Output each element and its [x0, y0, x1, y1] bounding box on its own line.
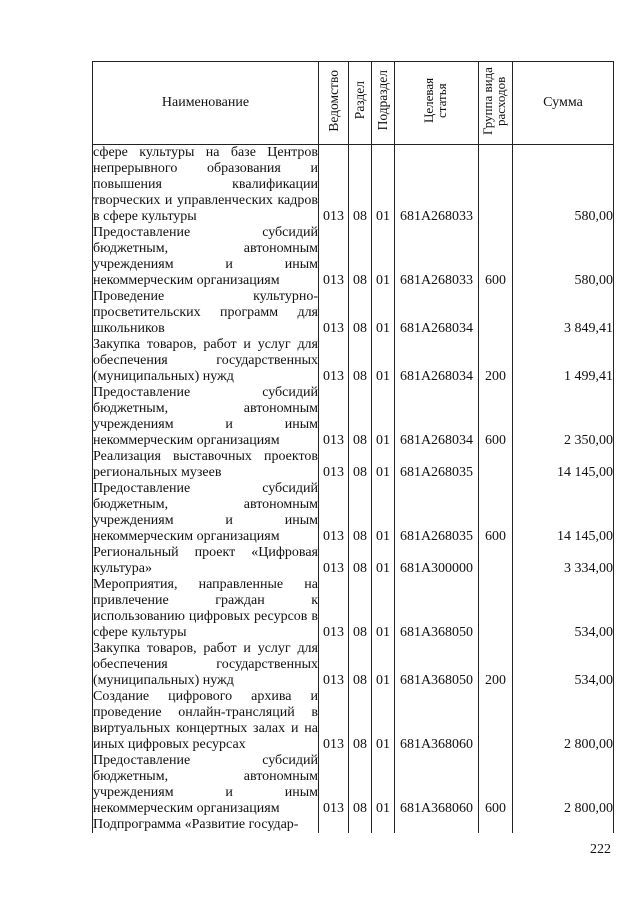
row-subsection: 01	[372, 337, 395, 385]
row-sum: 14 145,00	[513, 481, 614, 545]
header-subsection: Подраздел	[372, 62, 395, 145]
table-row	[93, 481, 614, 545]
row-target: 681A268033	[395, 225, 479, 289]
row-sum: 3 334,00	[513, 545, 614, 577]
row-subsection: 01	[372, 449, 395, 481]
row-section: 08	[349, 689, 372, 753]
row-sum: 2 350,00	[513, 385, 614, 449]
row-subsection: 01	[372, 689, 395, 753]
table-row	[93, 289, 614, 337]
row-expense-group: 200	[479, 337, 513, 385]
row-section: 08	[349, 385, 372, 449]
table-row	[93, 689, 614, 753]
row-ministry: 013	[319, 641, 349, 689]
row-expense-group	[479, 689, 513, 753]
header-target: Целевая статья	[395, 62, 479, 145]
header-sum: Сумма	[513, 62, 614, 145]
row-name: Предоставление субсидий бюджетным, автономным учреждениям и иным некоммерческим организациям	[93, 225, 318, 288]
row-target: 681A268035	[395, 481, 479, 545]
table-row	[93, 337, 614, 385]
row-ministry: 013	[319, 385, 349, 449]
row-section	[349, 817, 372, 833]
row-target: 681A368060	[395, 753, 479, 817]
row-expense-group	[479, 545, 513, 577]
row-target: 681A268033	[395, 145, 479, 226]
table-row	[93, 449, 614, 481]
row-expense-group	[479, 289, 513, 337]
row-section: 08	[349, 481, 372, 545]
row-name: сфере культуры на базе Центров непрерывного образования и повышения квалификации творческих и управленческих кадров в сфере культуры	[93, 145, 318, 224]
header-section: Раздел	[349, 62, 372, 145]
row-name: Мероприятия, направленные на привлечение граждан к использованию цифровых ресурсов в сфере культуры	[93, 577, 318, 640]
row-sum: 1 499,41	[513, 337, 614, 385]
budget-table	[92, 61, 614, 833]
row-sum	[513, 817, 614, 833]
row-expense-group: 600	[479, 225, 513, 289]
table-row	[93, 641, 614, 689]
row-subsection: 01	[372, 545, 395, 577]
table-header-row	[93, 62, 614, 145]
table-row	[93, 225, 614, 289]
row-name: Создание цифрового архива и проведение онлайн-трансляций в виртуальных концертных залах и на иных цифровых ресурсах	[93, 689, 318, 752]
row-subsection: 01	[372, 225, 395, 289]
row-name: Закупка товаров, работ и услуг для обеспечения государственных (муниципальных) нужд	[93, 641, 318, 688]
row-sum: 534,00	[513, 577, 614, 641]
row-target: 681A368060	[395, 689, 479, 753]
row-expense-group: 600	[479, 481, 513, 545]
row-ministry: 013	[319, 449, 349, 481]
row-subsection: 01	[372, 289, 395, 337]
row-section: 08	[349, 289, 372, 337]
row-section: 08	[349, 753, 372, 817]
row-target: 681A268034	[395, 337, 479, 385]
header-name: Наименование	[93, 62, 319, 145]
row-expense-group: 200	[479, 641, 513, 689]
table-row	[93, 577, 614, 641]
row-ministry: 013	[319, 145, 349, 226]
header-ministry: Ведомство	[319, 62, 349, 145]
row-section: 08	[349, 225, 372, 289]
row-expense-group	[479, 817, 513, 833]
row-ministry: 013	[319, 337, 349, 385]
row-sum: 2 800,00	[513, 753, 614, 817]
row-target: 681A368050	[395, 641, 479, 689]
row-name: Закупка товаров, работ и услуг для обеспечения государственных (муниципальных) нужд	[93, 337, 318, 384]
row-target: 681A268034	[395, 385, 479, 449]
row-sum: 14 145,00	[513, 449, 614, 481]
row-expense-group: 600	[479, 385, 513, 449]
row-sum: 580,00	[513, 145, 614, 226]
row-name: Предоставление субсидий бюджетным, автономным учреждениям и иным некоммерческим организациям	[93, 385, 318, 448]
row-expense-group: 600	[479, 753, 513, 817]
row-sum: 2 800,00	[513, 689, 614, 753]
row-ministry: 013	[319, 577, 349, 641]
row-name: Предоставление субсидий бюджетным, автономным учреждениям и иным некоммерческим организациям	[93, 753, 318, 816]
row-expense-group	[479, 577, 513, 641]
row-ministry	[319, 817, 349, 833]
row-target: 681A268035	[395, 449, 479, 481]
table-row	[93, 545, 614, 577]
row-target: 681A300000	[395, 545, 479, 577]
row-section: 08	[349, 577, 372, 641]
row-sum: 534,00	[513, 641, 614, 689]
row-ministry: 013	[319, 225, 349, 289]
row-name: Проведение культурно-просветительских программ для школьников	[93, 289, 318, 336]
row-name: Региональный проект «Цифровая культура»	[93, 545, 318, 576]
row-subsection: 01	[372, 753, 395, 817]
row-ministry: 013	[319, 481, 349, 545]
row-subsection: 01	[372, 641, 395, 689]
table-row	[93, 753, 614, 817]
row-subsection: 01	[372, 481, 395, 545]
row-section: 08	[349, 449, 372, 481]
row-target	[395, 817, 479, 833]
row-expense-group	[479, 449, 513, 481]
row-name: Подпрограмма «Развитие государ-	[93, 817, 319, 833]
table-body	[93, 145, 614, 834]
row-ministry: 013	[319, 753, 349, 817]
row-target: 681A268034	[395, 289, 479, 337]
header-expense-group: Группа вида расходов	[479, 62, 513, 145]
table-row	[93, 385, 614, 449]
row-section: 08	[349, 145, 372, 226]
row-name: Реализация выставочных проектов региональных музеев	[93, 449, 318, 480]
row-expense-group	[479, 145, 513, 226]
row-subsection: 01	[372, 145, 395, 226]
row-target: 681A368050	[395, 577, 479, 641]
row-section: 08	[349, 545, 372, 577]
row-subsection: 01	[372, 385, 395, 449]
row-subsection: 01	[372, 577, 395, 641]
row-subsection	[372, 817, 395, 833]
row-ministry: 013	[319, 289, 349, 337]
table-row	[93, 145, 614, 226]
row-ministry: 013	[319, 689, 349, 753]
row-section: 08	[349, 641, 372, 689]
table-row	[93, 817, 614, 833]
row-sum: 3 849,41	[513, 289, 614, 337]
row-name: Предоставление субсидий бюджетным, автономным учреждениям и иным некоммерческим организациям	[93, 481, 318, 544]
row-ministry: 013	[319, 545, 349, 577]
page-number: 222	[590, 842, 611, 857]
row-sum: 580,00	[513, 225, 614, 289]
row-section: 08	[349, 337, 372, 385]
